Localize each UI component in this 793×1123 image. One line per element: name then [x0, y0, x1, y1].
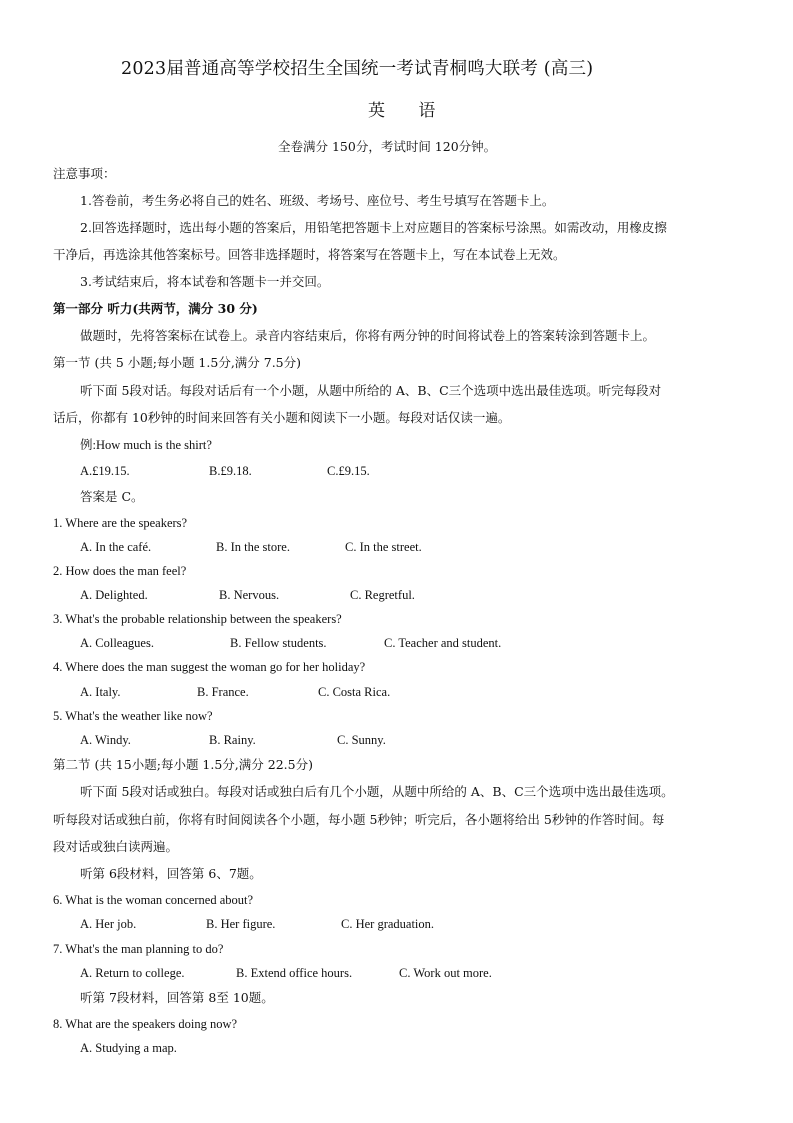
section1-heading: 第一节 (共 5 小题;每小题 1.5分,满分 7.5分)	[53, 355, 302, 370]
question-2: 2. How does the man feel?	[53, 564, 187, 578]
question-1: 1. Where are the speakers?	[53, 516, 188, 530]
section2-instruction-line-1: 听下面 5段对话或独白。每段对话或独白后有几个小题，从题中所给的 A、B、C三个选项中选出最佳选项。	[80, 784, 674, 799]
question-5: 5. What's the weather like now?	[53, 709, 213, 723]
question-4-option-b: B. France.	[197, 685, 249, 699]
question-8-option-a: A. Studying a map.	[80, 1041, 177, 1055]
exam-title: 2023届普通高等学校招生全国统一考试青桐鸣大联考 (高三)	[121, 59, 594, 79]
question-6-option-a: A. Her job.	[80, 917, 137, 931]
question-5-option-c: C. Sunny.	[337, 733, 386, 747]
question-7-option-b: B. Extend office hours.	[236, 966, 353, 980]
notice-item-2-line-2: 干净后，再选涂其他答案标号。回答非选择题时，将答案写在答题卡上，写在本试卷上无效。	[53, 247, 566, 262]
question-2-option-a: A. Delighted.	[80, 588, 148, 602]
part1-instruction: 做题时，先将答案标在试卷上。录音内容结束后，你将有两分钟的时间将试卷上的答案转涂到答题卡上。	[80, 328, 656, 343]
question-2-option-c: C. Regretful.	[350, 588, 415, 602]
notice-item-2-line-1: 2.回答选择题时，选出每小题的答案后，用铅笔把答题卡上对应题目的答案标号涂黑。如需改动，用橡皮擦	[80, 220, 667, 235]
material-7-note: 听第 7段材料，回答第 8至 10题。	[80, 990, 274, 1005]
score-info: 全卷满分 150分，考试时间 120分钟。	[278, 139, 497, 154]
question-6-option-b: B. Her figure.	[206, 917, 276, 931]
question-7-option-c: C. Work out more.	[399, 966, 492, 980]
question-4-option-c: C. Costa Rica.	[318, 685, 391, 699]
notice-item-3: 3.考试结束后，将本试卷和答题卡一并交回。	[80, 274, 330, 289]
question-3-option-a: A. Colleagues.	[80, 636, 154, 650]
section1-instruction-line-1: 听下面 5段对话。每段对话后有一个小题，从题中所给的 A、B、C三个选项中选出最佳选项。听完每段对	[80, 383, 662, 398]
question-3-option-c: C. Teacher and student.	[384, 636, 502, 650]
question-5-option-a: A. Windy.	[80, 733, 131, 747]
section1-instruction-line-2: 话后，你都有 10秒钟的时间来回答有关小题和阅读下一小题。每段对话仅读一遍。	[53, 410, 511, 425]
question-5-option-b: B. Rainy.	[209, 733, 256, 747]
example-option-a: A.£19.15.	[80, 464, 130, 478]
example-option-b: B.£9.18.	[209, 464, 252, 478]
question-4: 4. Where does the man suggest the woman go for her holiday?	[53, 660, 366, 674]
subject-title: 英 语	[368, 101, 450, 121]
example-option-c: C.£9.15.	[327, 464, 370, 478]
section2-instruction-line-2: 听每段对话或独白前，你将有时间阅读各个小题，每小题 5秒钟；听完后，各小题将给出 5秒钟的作答时间。每	[53, 812, 665, 827]
notice-heading: 注意事项：	[53, 166, 116, 181]
example-answer: 答案是 C。	[80, 489, 144, 504]
question-6-option-c: C. Her graduation.	[341, 917, 435, 931]
question-3: 3. What's the probable relationship between the speakers?	[53, 612, 342, 626]
notice-item-1: 1.答卷前，考生务必将自己的姓名、班级、考场号、座位号、考生号填写在答题卡上。	[80, 193, 555, 208]
question-7: 7. What's the man planning to do?	[53, 942, 224, 956]
section2-instruction-line-3: 段对话或独白读两遍。	[53, 839, 179, 854]
question-8: 8. What are the speakers doing now?	[53, 1017, 238, 1031]
material-6-note: 听第 6段材料，回答第 6、7题。	[80, 866, 262, 881]
example-question: 例:How much is the shirt?	[80, 438, 212, 452]
question-1-option-c: C. In the street.	[345, 540, 422, 554]
question-6: 6. What is the woman concerned about?	[53, 893, 254, 907]
question-7-option-a: A. Return to college.	[80, 966, 185, 980]
part1-heading: 第一部分 听力(共两节，满分 30 分)	[53, 301, 258, 316]
question-2-option-b: B. Nervous.	[219, 588, 280, 602]
section2-heading: 第二节 (共 15小题;每小题 1.5分,满分 22.5分)	[53, 757, 313, 772]
question-4-option-a: A. Italy.	[80, 685, 121, 699]
question-1-option-b: B. In the store.	[216, 540, 290, 554]
question-1-option-a: A. In the café.	[80, 540, 152, 554]
question-3-option-b: B. Fellow students.	[230, 636, 327, 650]
